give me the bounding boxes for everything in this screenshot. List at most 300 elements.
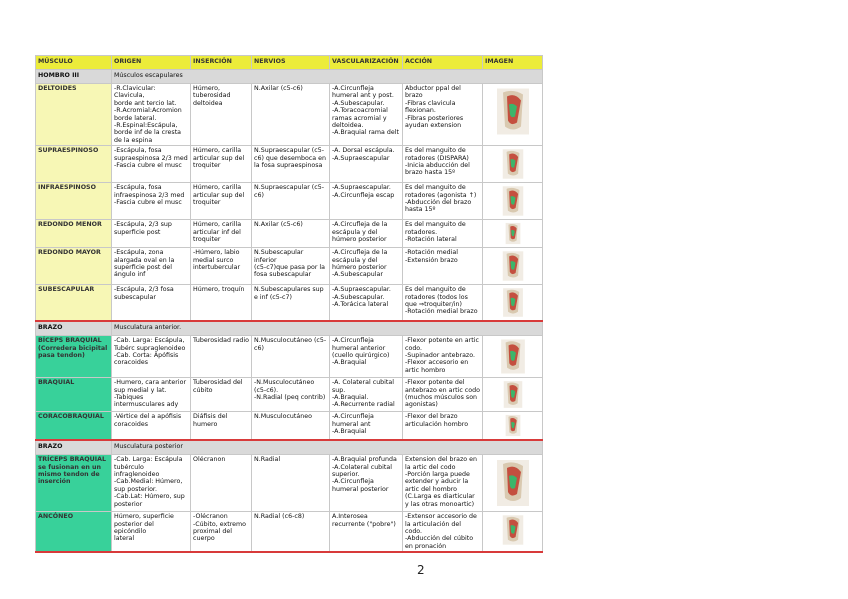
action-line: rotadores (todos los xyxy=(405,293,468,301)
origin-cell xyxy=(112,84,191,146)
image-cell xyxy=(483,412,543,441)
origin-line: -Escápula, zona xyxy=(114,249,164,257)
origin-line: superficie post del xyxy=(114,264,173,272)
insertion-cell xyxy=(191,146,252,183)
muscle-name-cell xyxy=(36,146,112,183)
table-row xyxy=(36,512,543,553)
vascularization-line: -A.Circunfleja escap xyxy=(332,191,395,199)
infraspinatus-illustration xyxy=(493,185,533,217)
header-nervios: NERVIOS xyxy=(252,56,330,70)
header-imagen: IMAGEN xyxy=(483,56,543,70)
origin-line: de la espina xyxy=(114,136,153,144)
nerves-cell xyxy=(252,455,330,512)
nerves-line: -N.Musculocutáneo xyxy=(254,379,315,387)
action-line: ayudan extension xyxy=(405,122,462,130)
vascularization-cell xyxy=(330,183,403,220)
vascularization-line: escápula y del xyxy=(332,256,378,264)
action-line: hasta 15º xyxy=(405,206,436,214)
header-musculo: MÚSCULO xyxy=(36,56,112,70)
action-cell xyxy=(403,220,483,248)
origin-line: borde lateral. xyxy=(114,114,157,122)
muscle-name-line: CORACOBRAQUIAL xyxy=(38,413,104,421)
nerves-line: N.Radial (c6-c8) xyxy=(254,513,305,521)
nerves-line: N.Radial xyxy=(254,456,281,464)
brachialis-illustration xyxy=(493,380,533,409)
section-subtitle: Músculos escapulares xyxy=(112,70,543,84)
origin-line: -Tabiques xyxy=(114,394,144,402)
header-insercion: INSERCIÓN xyxy=(191,56,252,70)
action-cell xyxy=(403,285,483,322)
vascularization-line: -A.Supraescapular. xyxy=(332,286,391,294)
insertion-cell xyxy=(191,220,252,248)
muscle-name-cell xyxy=(36,455,112,512)
action-line: flexionan. xyxy=(405,107,436,115)
nerves-line: c6) xyxy=(254,344,264,352)
nerves-line: N.Supraescapular (c5- xyxy=(254,184,325,192)
vascularization-line: -A.Subescapular. xyxy=(332,99,385,107)
teres-minor-illustration xyxy=(493,222,533,245)
action-line: -Fibras posteriores xyxy=(405,114,464,122)
insertion-line: Tuberosidad radio xyxy=(193,337,249,345)
muscle-name-line: DELTOIDES xyxy=(38,85,77,92)
muscle-name-cell xyxy=(36,183,112,220)
action-line: brazo hasta 15º xyxy=(405,169,456,177)
muscle-name-cell xyxy=(36,220,112,248)
action-line: rotadores. xyxy=(405,228,438,236)
muscle-name-cell xyxy=(36,248,112,285)
vascularization-line: -A.Circufleja de la xyxy=(332,249,388,257)
header-accion: ACCIÓN xyxy=(403,56,483,70)
nerves-line: e inf (c5-c7) xyxy=(254,293,292,301)
anconeus-illustration xyxy=(493,514,533,546)
table-row xyxy=(36,412,543,441)
origin-cell xyxy=(112,336,191,378)
vascularization-line: -A.Braquial. xyxy=(332,394,369,402)
insertion-line: proximal del xyxy=(193,528,232,536)
action-line: -Rotación medial xyxy=(405,249,458,257)
action-line: Abductor ppal del brazo xyxy=(405,85,461,100)
origin-line: -Cab.Lat: Húmero, sup xyxy=(114,493,185,501)
vascularization-line: -A. Colateral cubital xyxy=(332,379,395,387)
vascularization-cell xyxy=(330,84,403,146)
insertion-line: Olécranon xyxy=(193,456,226,464)
table-row xyxy=(36,285,543,322)
image-cell xyxy=(483,146,543,183)
vascularization-line: sup. xyxy=(332,386,346,394)
image-cell xyxy=(483,183,543,220)
insertion-line: Húmero, troquín xyxy=(193,286,245,294)
origin-line: sup medial y lat. xyxy=(114,386,167,394)
action-line: -Flexor potente del xyxy=(405,379,465,387)
origin-cell xyxy=(112,220,191,248)
vascularization-line: -A.Subescapular. xyxy=(332,293,385,301)
vascularization-line: escápula y del xyxy=(332,228,378,236)
nerves-cell xyxy=(252,248,330,285)
nerves-line: N.Subescapulares sup xyxy=(254,286,324,294)
nerves-line: la fosa supraespinosa xyxy=(254,162,323,170)
action-line: -Supinador antebrazo. xyxy=(405,352,475,360)
coracobrachialis-illustration xyxy=(493,414,533,437)
action-line: -Rotación lateral xyxy=(405,236,457,244)
nerves-line: N.Musculocutáneo xyxy=(254,413,312,421)
action-line: articulación hombro xyxy=(405,420,469,428)
action-line: (muchos músculos son xyxy=(405,394,478,402)
insertion-line: cúbito xyxy=(193,386,213,394)
vascularization-line: -A.Braquial xyxy=(332,428,367,436)
nerves-line: c6) que desemboca en xyxy=(254,154,326,162)
vascularization-line: -A.Torácica lateral xyxy=(332,301,389,309)
subscapularis-illustration xyxy=(493,287,533,318)
supraspinatus-illustration xyxy=(493,148,533,180)
nerves-line: (c5-c6). xyxy=(254,386,279,394)
action-line: rotadores (agonista ↑) xyxy=(405,191,477,199)
origin-line: coracoides xyxy=(114,420,148,428)
action-cell xyxy=(403,455,483,512)
muscle-name-line: REDONDO MENOR xyxy=(38,221,102,229)
nerves-line: N.Subescapular inferior xyxy=(254,249,304,264)
header-vascularizacion: VASCULARIZACIÓN xyxy=(330,56,403,70)
image-cell xyxy=(483,512,543,553)
vascularization-line: recurrente ("pobre") xyxy=(332,520,396,528)
muscle-name-line: mismo tendon de xyxy=(38,471,100,479)
origin-cell xyxy=(112,512,191,553)
muscle-table xyxy=(35,55,543,553)
table-row xyxy=(36,220,543,248)
action-line: -Extensor accesorio de xyxy=(405,513,477,521)
insertion-cell xyxy=(191,84,252,146)
action-cell xyxy=(403,512,483,553)
vascularization-cell xyxy=(330,512,403,553)
insertion-line: humero xyxy=(193,420,218,428)
vascularization-line: (cuello quirúrgico) xyxy=(332,352,390,360)
action-line: -Porción larga puede xyxy=(405,471,470,479)
origin-line: -R.Acromial:Acromion xyxy=(114,107,182,115)
vascularization-line: humeral ant y post. xyxy=(332,92,394,100)
muscle-name-line: BRAQUIAL xyxy=(38,379,75,387)
vascularization-line: ramas acromial y xyxy=(332,114,387,122)
header-origen: ORIGEN xyxy=(112,56,191,70)
origin-line: infraglenoideo xyxy=(114,471,160,479)
muscle-name-cell xyxy=(36,378,112,412)
vascularization-line: -A.Colateral cubital xyxy=(332,463,393,471)
action-line: la articulación del codo. xyxy=(405,520,462,536)
vascularization-line: -A.Circunfleja xyxy=(332,85,374,92)
insertion-line: -Húmero, labio xyxy=(193,249,240,257)
vascularization-line: deltoidea. xyxy=(332,122,364,130)
action-line: -Inicia abducción del xyxy=(405,162,470,170)
vascularization-line: -A.Circunfleja xyxy=(332,478,374,486)
muscle-name-line: inserción xyxy=(38,478,71,486)
vascularization-line: húmero posterior xyxy=(332,264,387,272)
action-cell xyxy=(403,378,483,412)
origin-line: lateral xyxy=(114,535,135,543)
origin-cell xyxy=(112,183,191,220)
origin-line: -Humero, cara anterior xyxy=(114,379,187,387)
vascularization-cell xyxy=(330,285,403,322)
vascularization-line: húmero posterior xyxy=(332,236,387,244)
insertion-line: cuerpo xyxy=(193,535,215,543)
muscle-name-cell xyxy=(36,336,112,378)
origin-line: -Fascia cubre el musc xyxy=(114,162,182,170)
action-line: Es del manguito de xyxy=(405,147,466,155)
action-line: (C.Larga es diarticular xyxy=(405,493,475,501)
vascularization-line: -A.Toracoacromial xyxy=(332,107,388,115)
insertion-line: medial surco xyxy=(193,256,234,264)
header-row xyxy=(36,56,543,70)
action-line: -Extensión brazo xyxy=(405,256,458,264)
origin-line: -Cab. Larga: Escápula, xyxy=(114,337,185,345)
vascularization-cell xyxy=(330,146,403,183)
biceps-illustration xyxy=(493,338,533,375)
action-line: -Fibras clavicula xyxy=(405,99,456,107)
section-name: BRAZO xyxy=(36,440,112,455)
insertion-line: tuberosidad xyxy=(193,92,231,100)
action-line: artic del hombro xyxy=(405,485,458,493)
action-cell xyxy=(403,336,483,378)
nerves-line: (c5-c7)que pasa por la xyxy=(254,264,326,272)
origin-cell xyxy=(112,378,191,412)
origin-line: Tubérc supraglenoideo xyxy=(114,344,186,352)
insertion-line: Tuberosidad del xyxy=(193,379,243,387)
insertion-cell xyxy=(191,512,252,553)
insertion-cell xyxy=(191,336,252,378)
vascularization-line: humeral posterior xyxy=(332,485,389,493)
nerves-cell xyxy=(252,146,330,183)
insertion-line: deltoidea xyxy=(193,99,223,107)
vascularization-line: -A.Braquial profunda xyxy=(332,456,397,464)
insertion-cell xyxy=(191,378,252,412)
origin-line: subescapular xyxy=(114,293,156,301)
nerves-cell xyxy=(252,285,330,322)
table-row xyxy=(36,378,543,412)
origin-line: sup posterior. xyxy=(114,485,157,493)
origin-cell xyxy=(112,248,191,285)
table-row xyxy=(36,84,543,146)
table-row xyxy=(36,336,543,378)
muscle-name-line: pasa tendon) xyxy=(38,352,85,360)
insertion-line: -Cúbito, extremo xyxy=(193,520,247,528)
origin-line: -Cab. Larga: Escápula xyxy=(114,456,183,464)
vascularization-cell xyxy=(330,336,403,378)
action-line: -Rotación medial brazo xyxy=(405,308,478,316)
insertion-cell xyxy=(191,412,252,441)
image-cell xyxy=(483,248,543,285)
action-line: extender y aducir la xyxy=(405,478,469,486)
section-name: BRAZO xyxy=(36,321,112,336)
muscle-name-cell xyxy=(36,412,112,441)
action-line: -Abducción del cúbito xyxy=(405,535,474,543)
muscle-name-line: ANCÓNEO xyxy=(38,513,74,521)
origin-cell xyxy=(112,412,191,441)
action-line: -Flexor del brazo xyxy=(405,413,458,421)
nerves-cell xyxy=(252,183,330,220)
vascularization-line: -A.Supraescapular xyxy=(332,154,390,162)
origin-line: -Cab. Corta: Apófisis xyxy=(114,352,179,360)
muscle-name-line: (Corredera bicipital xyxy=(38,344,108,352)
action-line: -Flexor accesorio en xyxy=(405,359,469,367)
image-cell xyxy=(483,378,543,412)
origin-line: intermusculares ady xyxy=(114,401,179,409)
origin-line: coracoides xyxy=(114,359,148,367)
insertion-cell xyxy=(191,183,252,220)
vascularization-cell xyxy=(330,220,403,248)
origin-cell xyxy=(112,285,191,322)
action-line: antebrazo en artic codo xyxy=(405,386,480,394)
nerves-line: N.Axilar (c5-c6) xyxy=(254,221,303,229)
page-number: 2 xyxy=(417,563,425,577)
nerves-line: fosa subescapular xyxy=(254,271,312,279)
origin-line: -R.Clavicular: Clavicula, xyxy=(114,85,156,100)
insertion-cell xyxy=(191,248,252,285)
action-line: -Abducción del brazo xyxy=(405,199,472,207)
vascularization-cell xyxy=(330,248,403,285)
action-cell xyxy=(403,412,483,441)
muscle-name-line: SUBESCAPULAR xyxy=(38,286,95,294)
origin-line: borde inf de la cresta xyxy=(114,129,182,137)
deltoid-illustration xyxy=(493,86,533,137)
vascularization-line: -A.Braquial xyxy=(332,359,367,367)
origin-line: -R.Espinal:Escápula, xyxy=(114,122,178,130)
table-row xyxy=(36,455,543,512)
action-line: en pronación xyxy=(405,542,447,550)
insertion-line: articular sup del xyxy=(193,191,245,199)
origin-line: -Escápula, fosa xyxy=(114,184,162,192)
table-row xyxy=(36,183,543,220)
origin-line: ángulo inf xyxy=(114,271,146,279)
origin-line: -Escápula, 2/3 sup xyxy=(114,221,172,229)
insertion-line: articular sup del xyxy=(193,154,245,162)
origin-line: -Fascia cubre el musc xyxy=(114,199,182,207)
action-cell xyxy=(403,183,483,220)
origin-cell xyxy=(112,455,191,512)
insertion-line: Húmero, carilla xyxy=(193,184,242,192)
section-subtitle: Musculatura anterior. xyxy=(112,321,543,336)
section-name: HOMBRO III xyxy=(36,70,112,84)
vascularization-cell xyxy=(330,455,403,512)
muscle-name-cell xyxy=(36,512,112,553)
insertion-line: troquiter xyxy=(193,162,221,170)
action-line: codo. xyxy=(405,344,423,352)
muscle-name-line: INFRAESPINOSO xyxy=(38,184,96,192)
nerves-line: -N.Radial (peq contrib) xyxy=(254,394,326,402)
insertion-line: Húmero, carilla xyxy=(193,221,242,229)
nerves-line: c6) xyxy=(254,191,264,199)
vascularization-line: humeral anterior xyxy=(332,344,386,352)
origin-line: posterior del epicóndilo xyxy=(114,520,154,536)
nerves-line: N.Supraescapular (c5- xyxy=(254,147,325,155)
vascularization-line: -A.Subescapular xyxy=(332,271,383,279)
action-line: -Flexor potente en artic xyxy=(405,337,479,345)
vascularization-line: humeral ant xyxy=(332,420,371,428)
image-cell xyxy=(483,220,543,248)
muscle-name-line: REDONDO MAYOR xyxy=(38,249,101,257)
action-cell xyxy=(403,248,483,285)
origin-line: borde ant tercio lat. xyxy=(114,99,177,107)
image-cell xyxy=(483,84,543,146)
insertion-cell xyxy=(191,455,252,512)
vascularization-cell xyxy=(330,378,403,412)
insertion-line: Húmero, carilla xyxy=(193,147,242,155)
insertion-line: intertubercular xyxy=(193,264,241,272)
action-line: y las otras monoartic) xyxy=(405,500,475,508)
muscle-name-line: se fusionan en un xyxy=(38,463,101,471)
action-cell xyxy=(403,146,483,183)
muscle-name-cell xyxy=(36,84,112,146)
vascularization-line: -A.Recurrente radial xyxy=(332,401,395,409)
insertion-line: -Olécranon xyxy=(193,513,228,521)
origin-line: posterior xyxy=(114,500,143,508)
image-cell xyxy=(483,455,543,512)
section-row xyxy=(36,440,543,455)
insertion-line: Húmero, xyxy=(193,85,221,92)
insertion-line: Diáfisis del xyxy=(193,413,228,421)
nerves-cell xyxy=(252,84,330,146)
origin-line: supraespinosa 2/3 med xyxy=(114,154,188,162)
origin-line: tubérculo xyxy=(114,463,144,471)
insertion-line: troquiter xyxy=(193,199,221,207)
origin-line: -Cab.Medial: Húmero, xyxy=(114,478,183,486)
vascularization-line: A.Interosea xyxy=(332,513,368,521)
origin-line: -Escápula, fosa xyxy=(114,147,162,155)
nerves-line: N.Axilar (c5-c6) xyxy=(254,85,303,92)
nerves-cell xyxy=(252,512,330,553)
muscle-name-line: BÍCEPS BRAQUIAL xyxy=(38,337,102,345)
muscle-name-cell xyxy=(36,285,112,322)
vascularization-line: -A.Supraescapular. xyxy=(332,184,391,192)
nerves-cell xyxy=(252,378,330,412)
triceps-illustration xyxy=(493,457,533,509)
vascularization-line: -A.Circufleja de la xyxy=(332,221,388,229)
vascularization-line: -A. Dorsal escápula. xyxy=(332,147,395,155)
teres-major-illustration xyxy=(493,250,533,282)
vascularization-line: superior. xyxy=(332,471,360,479)
nerves-cell xyxy=(252,220,330,248)
nerves-cell xyxy=(252,412,330,441)
action-line: artic hombro xyxy=(405,366,446,374)
action-line: Extension del brazo en xyxy=(405,456,478,464)
insertion-line: articular inf del xyxy=(193,228,241,236)
table-row xyxy=(36,248,543,285)
vascularization-line: -A.Braquial rama delt xyxy=(332,129,399,137)
action-line: rotadores (DISPARA) xyxy=(405,154,469,162)
origin-line: infraespinosa 2/3 med xyxy=(114,191,185,199)
nerves-cell xyxy=(252,336,330,378)
origin-line: -Escápula, 2/3 fosa xyxy=(114,286,174,294)
action-cell xyxy=(403,84,483,146)
section-row xyxy=(36,70,543,84)
muscle-name-line: SUPRAESPINOSO xyxy=(38,147,99,155)
table-row xyxy=(36,146,543,183)
image-cell xyxy=(483,336,543,378)
action-line: agonistas) xyxy=(405,401,438,409)
origin-line: superficie post xyxy=(114,228,161,236)
origin-line: -Vértice del a apófisis xyxy=(114,413,182,421)
vascularization-line: -A.Circunfleja xyxy=(332,337,374,345)
nerves-line: N.Musculocutáneo (c5- xyxy=(254,337,327,345)
vascularization-cell xyxy=(330,412,403,441)
vascularization-line: -A.Circunfleja xyxy=(332,413,374,421)
origin-line: Húmero, superficie xyxy=(114,513,174,521)
insertion-cell xyxy=(191,285,252,322)
muscle-name-line: TRÍCEPS BRAQUIAL xyxy=(38,456,106,464)
action-line: Es del manguito de xyxy=(405,184,466,192)
action-line: Es del manguito de xyxy=(405,286,466,294)
section-row xyxy=(36,321,543,336)
action-line: la artic del codo xyxy=(405,463,456,471)
insertion-line: troquiter xyxy=(193,236,221,244)
origin-line: alargada oval en la xyxy=(114,256,175,264)
section-subtitle: Musculatura posterior xyxy=(112,440,543,455)
